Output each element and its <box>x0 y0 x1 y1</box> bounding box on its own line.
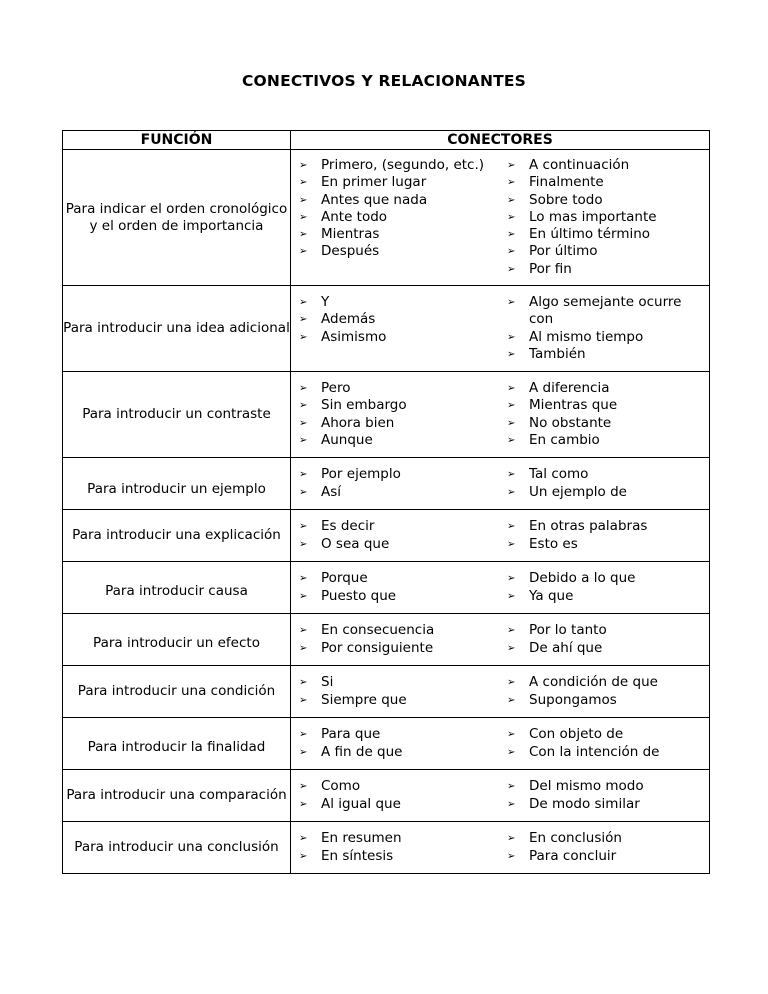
connectors-list-left <box>291 674 507 708</box>
arrow-bullet-icon: ➢ <box>299 538 308 550</box>
connector-text: Porque <box>321 570 368 587</box>
connectors-list-left <box>291 518 507 552</box>
arrow-bullet-icon: ➢ <box>299 194 308 206</box>
connectors-list-left <box>291 466 507 500</box>
connector-text: Esto es <box>529 535 578 552</box>
list-item <box>507 692 705 709</box>
connectors-cell <box>291 286 710 372</box>
list-item <box>507 830 705 847</box>
connectors-cell <box>291 150 710 286</box>
list-item <box>299 796 507 813</box>
connector-text: Sobre todo <box>529 191 603 208</box>
list-item <box>507 261 705 278</box>
list-item <box>507 848 705 865</box>
connectors-list-left <box>291 570 507 604</box>
connector-text: Tal como <box>529 466 589 483</box>
connector-text: Aunque <box>321 431 373 448</box>
arrow-bullet-icon: ➢ <box>299 833 308 845</box>
arrow-bullet-icon: ➢ <box>507 469 516 481</box>
arrow-bullet-icon: ➢ <box>507 850 516 862</box>
list-item <box>507 192 705 209</box>
list-item <box>299 209 507 226</box>
table-body <box>63 150 710 874</box>
connectors-list-left <box>291 157 507 277</box>
connector-text: O sea que <box>321 535 390 552</box>
connector-text: Puesto que <box>321 587 397 604</box>
connector-text: Por ejemplo <box>321 466 401 483</box>
connector-text: En último término <box>529 226 651 243</box>
arrow-bullet-icon: ➢ <box>507 625 516 637</box>
connector-text: En cambio <box>529 431 600 448</box>
list-item <box>299 243 507 260</box>
arrow-bullet-icon: ➢ <box>507 417 516 429</box>
connectors-list-right <box>507 674 709 708</box>
connector-text: Debido a lo que <box>529 570 636 587</box>
arrow-bullet-icon: ➢ <box>299 434 308 446</box>
arrow-bullet-icon: ➢ <box>507 590 516 602</box>
list-item <box>299 380 507 397</box>
connectors-cell <box>291 510 710 562</box>
arrow-bullet-icon: ➢ <box>507 729 516 741</box>
connector-text: Mientras <box>321 226 380 243</box>
list-item <box>507 518 705 535</box>
list-item <box>507 329 705 346</box>
function-cell: Para introducir una explicación <box>63 510 291 562</box>
connector-text: Antes que nada <box>321 191 428 208</box>
connector-text: Por fin <box>529 260 572 277</box>
connector-text: Asimismo <box>321 328 387 345</box>
list-item <box>507 226 705 243</box>
arrow-bullet-icon: ➢ <box>507 229 516 241</box>
arrow-bullet-icon: ➢ <box>299 781 308 793</box>
arrow-bullet-icon: ➢ <box>507 177 516 189</box>
arrow-bullet-icon: ➢ <box>507 781 516 793</box>
list-item <box>299 570 507 587</box>
connector-text: Después <box>321 243 380 260</box>
list-item <box>299 432 507 449</box>
connector-text: Siempre que <box>321 691 407 708</box>
arrow-bullet-icon: ➢ <box>507 642 516 654</box>
function-cell: Para introducir un efecto <box>63 614 291 666</box>
connector-text: Así <box>321 483 342 500</box>
list-item <box>299 640 507 657</box>
connector-text: Al igual que <box>321 795 401 812</box>
list-item <box>507 778 705 795</box>
list-item <box>299 536 507 553</box>
arrow-bullet-icon: ➢ <box>507 798 516 810</box>
table-row <box>63 510 710 562</box>
list-item <box>299 192 507 209</box>
connector-text: Es decir <box>321 518 375 535</box>
connectors-list-right <box>507 380 709 449</box>
connector-text: Con objeto de <box>529 726 624 743</box>
connector-text: Un ejemplo de <box>529 483 627 500</box>
table-row <box>63 666 710 718</box>
connector-text: Mientras que <box>529 397 618 414</box>
arrow-bullet-icon: ➢ <box>299 521 308 533</box>
list-item <box>507 536 705 553</box>
arrow-bullet-icon: ➢ <box>507 297 516 309</box>
arrow-bullet-icon: ➢ <box>299 469 308 481</box>
list-item <box>299 466 507 483</box>
arrow-bullet-icon: ➢ <box>299 486 308 498</box>
connector-text: No obstante <box>529 414 612 431</box>
list-item <box>299 484 507 501</box>
connectors-cell <box>291 718 710 770</box>
arrow-bullet-icon: ➢ <box>299 798 308 810</box>
connector-text: En síntesis <box>321 847 394 864</box>
connector-text: Algo semejante ocurre con <box>529 294 682 328</box>
connector-text: En resumen <box>321 830 402 847</box>
connectors-list-left <box>291 294 507 363</box>
connectors-list-left <box>291 726 507 760</box>
list-item <box>507 466 705 483</box>
arrow-bullet-icon: ➢ <box>299 314 308 326</box>
header-funcion: FUNCIÓN <box>63 131 291 150</box>
connector-text: Para concluir <box>529 847 617 864</box>
connector-text: Si <box>321 674 334 691</box>
list-item <box>299 174 507 191</box>
table-row <box>63 562 710 614</box>
list-item <box>507 157 705 174</box>
arrow-bullet-icon: ➢ <box>299 625 308 637</box>
arrow-bullet-icon: ➢ <box>299 331 308 343</box>
connectors-cell <box>291 562 710 614</box>
connectors-cell <box>291 822 710 874</box>
list-item <box>507 674 705 691</box>
connectors-list-right <box>507 294 709 363</box>
connector-text: De modo similar <box>529 795 640 812</box>
connectors-list-right <box>507 157 709 277</box>
list-item <box>299 415 507 432</box>
page-title: CONECTIVOS Y RELACIONANTES <box>241 72 527 90</box>
list-item <box>299 311 507 328</box>
arrow-bullet-icon: ➢ <box>299 383 308 395</box>
connectors-cell <box>291 614 710 666</box>
connector-text: Finalmente <box>529 174 604 191</box>
list-item <box>299 830 507 847</box>
list-item <box>299 329 507 346</box>
table-row <box>63 770 710 822</box>
connector-text: Para que <box>321 726 381 743</box>
connectors-list-right <box>507 830 709 864</box>
function-cell: Para introducir una comparación <box>63 770 291 822</box>
function-cell: Para introducir un ejemplo <box>63 458 291 510</box>
header-conectores: CONECTORES <box>291 131 710 150</box>
table-row <box>63 286 710 372</box>
arrow-bullet-icon: ➢ <box>507 383 516 395</box>
arrow-bullet-icon: ➢ <box>507 211 516 223</box>
connector-text: Lo mas importante <box>529 208 657 225</box>
list-item <box>507 588 705 605</box>
list-item <box>299 294 507 311</box>
connectors-list-left <box>291 778 507 812</box>
arrow-bullet-icon: ➢ <box>507 677 516 689</box>
connector-text: Ya que <box>529 587 574 604</box>
list-item <box>507 174 705 191</box>
connector-text: Ante todo <box>321 208 388 225</box>
connector-text: También <box>529 345 586 362</box>
connector-text: A fin de que <box>321 743 403 760</box>
connector-text: En conclusión <box>529 830 622 847</box>
list-item <box>507 415 705 432</box>
arrow-bullet-icon: ➢ <box>299 642 308 654</box>
list-item <box>299 157 507 174</box>
list-item <box>299 622 507 639</box>
list-item <box>299 588 507 605</box>
arrow-bullet-icon: ➢ <box>507 246 516 258</box>
connectors-list-left <box>291 380 507 449</box>
arrow-bullet-icon: ➢ <box>299 229 308 241</box>
connector-text: A condición de que <box>529 674 658 691</box>
connector-text: En otras palabras <box>529 518 648 535</box>
arrow-bullet-icon: ➢ <box>507 434 516 446</box>
arrow-bullet-icon: ➢ <box>507 486 516 498</box>
arrow-bullet-icon: ➢ <box>299 850 308 862</box>
connector-text: A continuación <box>529 157 630 174</box>
connector-text: Como <box>321 778 361 795</box>
arrow-bullet-icon: ➢ <box>507 746 516 758</box>
connector-text: Del mismo modo <box>529 778 644 795</box>
list-item <box>299 397 507 414</box>
arrow-bullet-icon: ➢ <box>299 246 308 258</box>
connector-text: Con la intención de <box>529 743 660 760</box>
connector-text: Por lo tanto <box>529 622 607 639</box>
list-item <box>507 640 705 657</box>
connectors-list-left <box>291 622 507 656</box>
connector-text: Y <box>321 294 330 311</box>
connector-text: Pero <box>321 380 351 397</box>
table-row <box>63 372 710 458</box>
table-row <box>63 458 710 510</box>
list-item <box>299 778 507 795</box>
arrow-bullet-icon: ➢ <box>299 746 308 758</box>
connector-text: A diferencia <box>529 380 610 397</box>
arrow-bullet-icon: ➢ <box>299 694 308 706</box>
function-cell: Para introducir una conclusión <box>63 822 291 874</box>
connectors-list-left <box>291 830 507 864</box>
connector-text: Además <box>321 311 376 328</box>
table-row <box>63 150 710 286</box>
connector-text: En primer lugar <box>321 174 427 191</box>
list-item <box>507 622 705 639</box>
list-item <box>507 796 705 813</box>
table-row <box>63 614 710 666</box>
list-item <box>507 744 705 761</box>
arrow-bullet-icon: ➢ <box>507 521 516 533</box>
list-item <box>507 209 705 226</box>
connectors-cell <box>291 770 710 822</box>
arrow-bullet-icon: ➢ <box>299 677 308 689</box>
list-item <box>507 380 705 397</box>
arrow-bullet-icon: ➢ <box>507 263 516 275</box>
arrow-bullet-icon: ➢ <box>299 160 308 172</box>
function-cell: Para indicar el orden cronológico y el orden de importancia <box>63 150 291 286</box>
list-item <box>507 570 705 587</box>
arrow-bullet-icon: ➢ <box>299 417 308 429</box>
table-header-row <box>63 131 710 150</box>
connectors-list-right <box>507 726 709 760</box>
connector-text: Primero, (segundo, etc.) <box>321 157 485 174</box>
connectors-list-right <box>507 622 709 656</box>
connectors-list-right <box>507 570 709 604</box>
connectors-list-right <box>507 778 709 812</box>
connector-text: Por consiguiente <box>321 639 434 656</box>
connector-text: En consecuencia <box>321 622 435 639</box>
list-item <box>507 432 705 449</box>
connector-text: Al mismo tiempo <box>529 328 644 345</box>
list-item <box>507 294 705 328</box>
connector-text: De ahí que <box>529 639 603 656</box>
connector-text: Supongamos <box>529 691 617 708</box>
connector-text: Ahora bien <box>321 414 395 431</box>
function-cell: Para introducir una condición <box>63 666 291 718</box>
connectors-table <box>62 130 710 874</box>
list-item <box>507 484 705 501</box>
connectors-cell <box>291 372 710 458</box>
arrow-bullet-icon: ➢ <box>299 729 308 741</box>
arrow-bullet-icon: ➢ <box>299 573 308 585</box>
list-item <box>299 726 507 743</box>
arrow-bullet-icon: ➢ <box>507 694 516 706</box>
function-cell: Para introducir un contraste <box>63 372 291 458</box>
arrow-bullet-icon: ➢ <box>507 194 516 206</box>
arrow-bullet-icon: ➢ <box>299 590 308 602</box>
connector-text: Sin embargo <box>321 397 407 414</box>
connector-text: Por último <box>529 243 598 260</box>
arrow-bullet-icon: ➢ <box>507 833 516 845</box>
table-row <box>63 822 710 874</box>
list-item <box>299 674 507 691</box>
list-item <box>299 848 507 865</box>
arrow-bullet-icon: ➢ <box>299 177 308 189</box>
list-item <box>507 397 705 414</box>
arrow-bullet-icon: ➢ <box>507 573 516 585</box>
list-item <box>507 243 705 260</box>
connectors-cell <box>291 458 710 510</box>
arrow-bullet-icon: ➢ <box>507 160 516 172</box>
list-item <box>507 726 705 743</box>
arrow-bullet-icon: ➢ <box>507 348 516 360</box>
list-item <box>299 744 507 761</box>
arrow-bullet-icon: ➢ <box>507 400 516 412</box>
list-item <box>299 692 507 709</box>
table-row <box>63 718 710 770</box>
arrow-bullet-icon: ➢ <box>507 538 516 550</box>
arrow-bullet-icon: ➢ <box>299 211 308 223</box>
list-item <box>299 518 507 535</box>
arrow-bullet-icon: ➢ <box>299 400 308 412</box>
arrow-bullet-icon: ➢ <box>507 331 516 343</box>
list-item <box>299 226 507 243</box>
connectors-cell <box>291 666 710 718</box>
list-item <box>507 346 705 363</box>
connectors-list-right <box>507 466 709 500</box>
function-cell: Para introducir la finalidad <box>63 718 291 770</box>
connectors-list-right <box>507 518 709 552</box>
function-cell: Para introducir causa <box>63 562 291 614</box>
arrow-bullet-icon: ➢ <box>299 297 308 309</box>
function-cell: Para introducir una idea adicional <box>63 286 291 372</box>
